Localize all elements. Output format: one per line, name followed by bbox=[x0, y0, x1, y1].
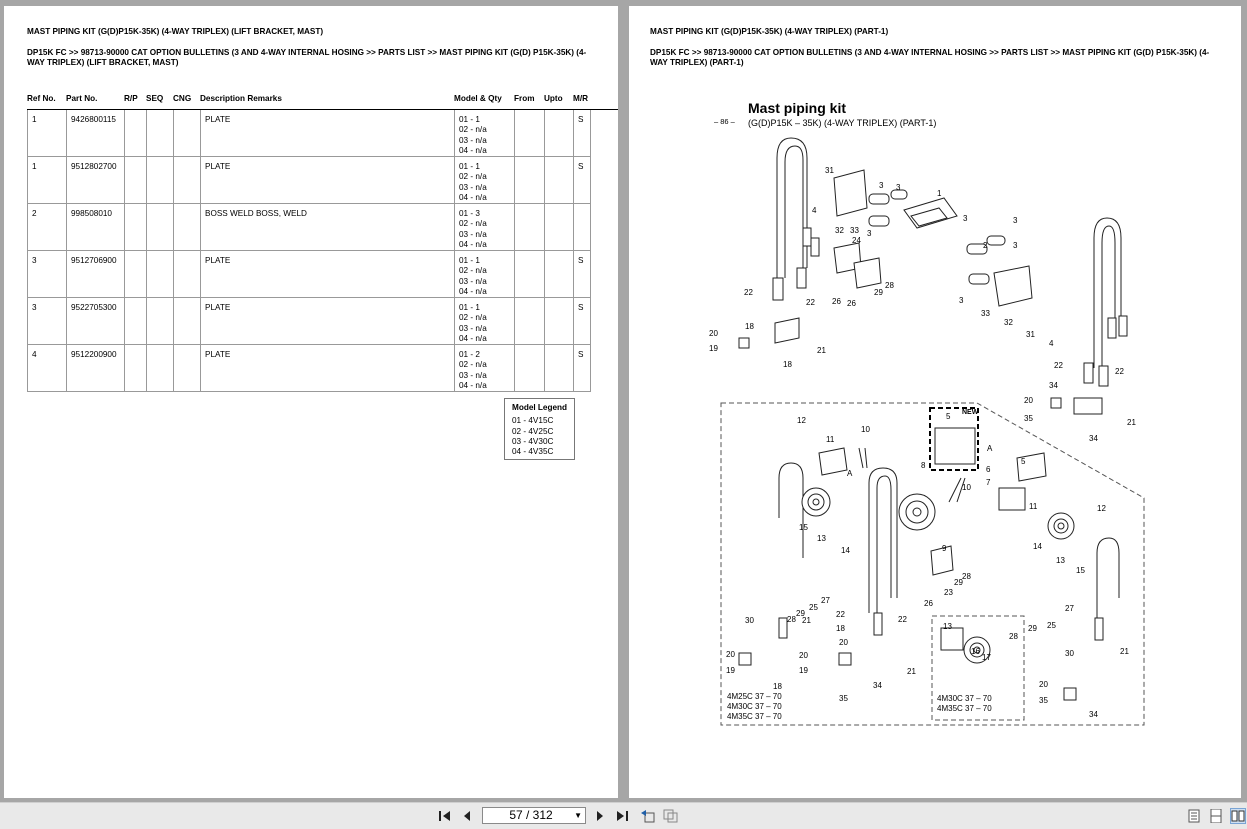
svg-text:A: A bbox=[847, 469, 853, 478]
svg-text:33: 33 bbox=[850, 226, 859, 235]
col-rp: R/P bbox=[124, 94, 138, 103]
svg-text:A: A bbox=[987, 444, 993, 453]
legend-item: 03 - 4V30C bbox=[512, 436, 554, 446]
cell-part bbox=[67, 251, 125, 297]
cell-model bbox=[455, 298, 515, 344]
cell-text: 1 bbox=[32, 115, 37, 124]
go-back-view-button[interactable] bbox=[640, 808, 656, 824]
cell-seq bbox=[147, 110, 174, 156]
back-view-icon bbox=[640, 809, 656, 823]
svg-text:21: 21 bbox=[1127, 418, 1136, 427]
cell-cng bbox=[174, 110, 201, 156]
svg-text:27: 27 bbox=[1065, 604, 1074, 613]
page-number-select[interactable] bbox=[482, 807, 586, 824]
svg-text:29: 29 bbox=[954, 578, 963, 587]
svg-text:22: 22 bbox=[836, 610, 845, 619]
svg-text:20: 20 bbox=[839, 638, 848, 647]
cell-upto bbox=[545, 110, 574, 156]
two-page-view-button[interactable] bbox=[1230, 808, 1246, 824]
svg-text:4M30C 37 – 70: 4M30C 37 – 70 bbox=[937, 694, 992, 703]
svg-text:13: 13 bbox=[817, 534, 826, 543]
svg-text:15: 15 bbox=[1076, 566, 1085, 575]
col-ref: Ref No. bbox=[27, 94, 56, 103]
cell-text: 9522705300 bbox=[71, 303, 117, 312]
cell-ref bbox=[28, 157, 67, 203]
table-row bbox=[28, 298, 590, 345]
parts-table-header bbox=[27, 93, 618, 110]
svg-text:23: 23 bbox=[944, 588, 953, 597]
chevron-left-icon bbox=[462, 810, 472, 822]
svg-text:20: 20 bbox=[1039, 680, 1048, 689]
svg-text:1: 1 bbox=[937, 189, 942, 198]
cell-model bbox=[455, 345, 515, 391]
svg-text:5: 5 bbox=[946, 412, 951, 421]
svg-text:21: 21 bbox=[802, 616, 811, 625]
legend-item: 02 - 4V25C bbox=[512, 426, 554, 436]
svg-text:22: 22 bbox=[898, 615, 907, 624]
svg-text:28: 28 bbox=[885, 281, 894, 290]
svg-text:19: 19 bbox=[726, 666, 735, 675]
cell-text: PLATE bbox=[205, 303, 231, 312]
model-qty: 04 - n/a bbox=[459, 146, 487, 156]
callout-numbers-lower bbox=[726, 416, 1129, 719]
svg-text:29: 29 bbox=[1028, 624, 1037, 633]
svg-text:22: 22 bbox=[1054, 361, 1063, 370]
svg-text:18: 18 bbox=[836, 624, 845, 633]
svg-text:21: 21 bbox=[907, 667, 916, 676]
svg-text:31: 31 bbox=[825, 166, 834, 175]
svg-text:28: 28 bbox=[1009, 632, 1018, 641]
svg-text:5: 5 bbox=[1021, 457, 1026, 466]
svg-text:25: 25 bbox=[809, 603, 818, 612]
page-title: MAST PIPING KIT (G(D)P15K-35K) (4-WAY TRIPLEX) (PART-1) bbox=[650, 27, 889, 36]
model-qty: 01 - 1 bbox=[459, 162, 480, 171]
cell-from bbox=[515, 204, 545, 250]
diagram-subheading: (G(D)P15K – 35K) (4-WAY TRIPLEX) (PART-1) bbox=[748, 118, 937, 128]
svg-text:4M35C 37 – 70: 4M35C 37 – 70 bbox=[937, 704, 992, 713]
cell-text: S bbox=[578, 303, 584, 312]
svg-text:4: 4 bbox=[812, 206, 817, 215]
cell-text: 9512200900 bbox=[71, 350, 117, 359]
cell-cng bbox=[174, 204, 201, 250]
col-model: Model & Qty bbox=[454, 94, 502, 103]
svg-text:35: 35 bbox=[1039, 696, 1048, 705]
svg-text:26: 26 bbox=[832, 297, 841, 306]
page-title: MAST PIPING KIT (G(D)P15K-35K) (4-WAY TRIPLEX) (LIFT BRACKET, MAST) bbox=[27, 27, 324, 36]
cell-rp bbox=[125, 157, 147, 203]
cell-ref bbox=[28, 345, 67, 391]
model-qty: 02 - n/a bbox=[459, 125, 487, 135]
single-page-icon bbox=[1188, 809, 1200, 823]
go-forward-view-button[interactable] bbox=[663, 808, 679, 824]
model-qty: 01 - 2 bbox=[459, 350, 480, 359]
svg-text:20: 20 bbox=[799, 651, 808, 660]
svg-text:29: 29 bbox=[874, 288, 883, 297]
svg-text:22: 22 bbox=[744, 288, 753, 297]
cell-desc bbox=[201, 251, 455, 297]
cell-mr bbox=[574, 157, 590, 203]
svg-text:3: 3 bbox=[963, 214, 968, 223]
model-qty: 03 - n/a bbox=[459, 229, 487, 239]
cell-from bbox=[515, 345, 545, 391]
cell-text: PLATE bbox=[205, 350, 231, 359]
svg-text:29: 29 bbox=[796, 609, 805, 618]
cell-upto bbox=[545, 204, 574, 250]
cell-rp bbox=[125, 251, 147, 297]
cell-text: S bbox=[578, 256, 584, 265]
cell-rp bbox=[125, 204, 147, 250]
cell-cng bbox=[174, 298, 201, 344]
cell-rp bbox=[125, 345, 147, 391]
svg-text:3: 3 bbox=[867, 229, 872, 238]
svg-text:11: 11 bbox=[1029, 502, 1038, 511]
last-page-button[interactable] bbox=[614, 808, 630, 824]
cell-ref bbox=[28, 110, 67, 156]
dropdown-arrow-icon: ▼ bbox=[574, 811, 582, 820]
model-qty: 02 - n/a bbox=[459, 219, 487, 229]
page-ref: – 86 – bbox=[714, 117, 735, 126]
svg-text:34: 34 bbox=[1089, 434, 1098, 443]
svg-text:20: 20 bbox=[726, 650, 735, 659]
first-page-button[interactable] bbox=[437, 808, 453, 824]
svg-text:17: 17 bbox=[982, 653, 991, 662]
first-page-icon bbox=[438, 810, 452, 822]
cell-model bbox=[455, 204, 515, 250]
col-from: From bbox=[514, 94, 535, 103]
svg-text:3: 3 bbox=[879, 181, 884, 190]
table-row bbox=[28, 110, 590, 157]
cell-part bbox=[67, 110, 125, 156]
previous-page-button[interactable] bbox=[459, 808, 475, 824]
svg-text:34: 34 bbox=[1049, 381, 1058, 390]
cell-text: S bbox=[578, 350, 584, 359]
svg-text:35: 35 bbox=[839, 694, 848, 703]
cell-part bbox=[67, 298, 125, 344]
cell-text: 9512802700 bbox=[71, 162, 117, 171]
svg-text:22: 22 bbox=[806, 298, 815, 307]
svg-text:2: 2 bbox=[983, 241, 988, 250]
legend-item: 04 - 4V35C bbox=[512, 447, 554, 457]
svg-text:12: 12 bbox=[797, 416, 806, 425]
cell-upto bbox=[545, 251, 574, 297]
cell-upto bbox=[545, 157, 574, 203]
model-qty: 04 - n/a bbox=[459, 240, 487, 250]
svg-text:28: 28 bbox=[787, 615, 796, 624]
cell-desc bbox=[201, 110, 455, 156]
model-legend bbox=[504, 398, 575, 460]
model-qty: 03 - n/a bbox=[459, 276, 487, 286]
cell-part bbox=[67, 345, 125, 391]
svg-text:19: 19 bbox=[799, 666, 808, 675]
cell-desc bbox=[201, 204, 455, 250]
model-qty: 02 - n/a bbox=[459, 313, 487, 323]
forward-view-icon bbox=[663, 809, 679, 823]
cell-text: 1 bbox=[32, 162, 37, 171]
svg-text:18: 18 bbox=[773, 682, 782, 691]
svg-text:16: 16 bbox=[971, 647, 980, 656]
cell-desc bbox=[201, 157, 455, 203]
cell-text: 3 bbox=[32, 303, 37, 312]
svg-text:10: 10 bbox=[962, 483, 971, 492]
model-note-right bbox=[937, 694, 992, 713]
svg-text:20: 20 bbox=[709, 329, 718, 338]
table-row bbox=[28, 345, 590, 392]
cell-text: 4 bbox=[32, 350, 37, 359]
svg-text:3: 3 bbox=[1013, 241, 1018, 250]
svg-text:32: 32 bbox=[1004, 318, 1013, 327]
svg-text:30: 30 bbox=[1065, 649, 1074, 658]
svg-text:4M25C 37 – 70: 4M25C 37 – 70 bbox=[727, 692, 782, 701]
parts-table bbox=[27, 110, 591, 392]
svg-text:33: 33 bbox=[981, 309, 990, 318]
model-qty: 03 - n/a bbox=[459, 323, 487, 333]
table-row bbox=[28, 204, 590, 251]
svg-text:18: 18 bbox=[745, 322, 754, 331]
right-document-page bbox=[629, 6, 1241, 798]
breadcrumb: DP15K FC >> 98713-90000 CAT OPTION BULLETINS (3 AND 4-WAY INTERNAL HOSING >> PARTS LIST >> MAST PIPING KIT (G(D) P15K-35K) (4-WAY TRIPLEX) (LIFT BRACKET, MAST) bbox=[27, 48, 587, 67]
cell-upto bbox=[545, 298, 574, 344]
cell-text: 9426800115 bbox=[71, 115, 116, 124]
svg-text:32: 32 bbox=[835, 226, 844, 235]
svg-text:3: 3 bbox=[1013, 216, 1018, 225]
cell-cng bbox=[174, 157, 201, 203]
svg-text:8: 8 bbox=[921, 461, 926, 470]
svg-text:26: 26 bbox=[924, 599, 933, 608]
svg-text:12: 12 bbox=[1097, 504, 1106, 513]
col-cng: CNG bbox=[173, 94, 192, 103]
col-seq: SEQ bbox=[146, 94, 164, 103]
svg-text:34: 34 bbox=[1089, 710, 1098, 719]
cell-from bbox=[515, 157, 545, 203]
two-page-icon bbox=[1231, 810, 1245, 822]
cell-ref bbox=[28, 204, 67, 250]
svg-text:14: 14 bbox=[841, 546, 850, 555]
model-qty: 03 - n/a bbox=[459, 135, 487, 145]
svg-text:18: 18 bbox=[783, 360, 792, 369]
model-qty: 02 - n/a bbox=[459, 266, 487, 276]
svg-text:7: 7 bbox=[986, 478, 991, 487]
model-qty: 01 - 1 bbox=[459, 256, 480, 265]
cell-mr bbox=[574, 345, 590, 391]
model-qty: 03 - n/a bbox=[459, 370, 487, 380]
svg-text:4M30C 37 – 70: 4M30C 37 – 70 bbox=[727, 702, 782, 711]
cell-mr bbox=[574, 251, 590, 297]
cell-seq bbox=[147, 298, 174, 344]
model-qty: 04 - n/a bbox=[459, 193, 487, 203]
col-upto: Upto bbox=[544, 94, 563, 103]
model-qty: 01 - 3 bbox=[459, 209, 480, 218]
table-row bbox=[28, 251, 590, 298]
svg-text:24: 24 bbox=[852, 236, 861, 245]
cell-cng bbox=[174, 345, 201, 391]
col-mr: M/R bbox=[573, 94, 589, 103]
table-row bbox=[28, 157, 590, 204]
cell-rp bbox=[125, 298, 147, 344]
page-indicator: 57 / 312 bbox=[509, 808, 553, 822]
cell-mr bbox=[574, 204, 590, 250]
chevron-right-icon bbox=[595, 810, 605, 822]
col-desc: Description Remarks bbox=[200, 94, 282, 103]
new-tag: NEW bbox=[962, 409, 979, 416]
svg-text:35: 35 bbox=[1024, 414, 1033, 423]
svg-text:22: 22 bbox=[1115, 367, 1124, 376]
cell-part bbox=[67, 157, 125, 203]
svg-text:6: 6 bbox=[986, 465, 991, 474]
cell-seq bbox=[147, 157, 174, 203]
model-qty: 01 - 1 bbox=[459, 115, 480, 124]
model-qty: 02 - n/a bbox=[459, 360, 487, 370]
model-qty: 02 - n/a bbox=[459, 172, 487, 182]
cell-desc bbox=[201, 298, 455, 344]
cell-desc bbox=[201, 345, 455, 391]
svg-text:13: 13 bbox=[943, 622, 952, 631]
col-part: Part No. bbox=[66, 94, 98, 103]
svg-text:11: 11 bbox=[826, 435, 835, 444]
cell-mr bbox=[574, 110, 590, 156]
svg-text:31: 31 bbox=[1026, 330, 1035, 339]
svg-text:34: 34 bbox=[873, 681, 882, 690]
svg-text:25: 25 bbox=[1047, 621, 1056, 630]
svg-text:20: 20 bbox=[1024, 396, 1033, 405]
lower-assembly-drawing bbox=[739, 448, 1119, 700]
cell-text: 9512706900 bbox=[71, 256, 117, 265]
model-qty: 03 - n/a bbox=[459, 182, 487, 192]
cell-text: 3 bbox=[32, 256, 37, 265]
model-qty: 04 - n/a bbox=[459, 381, 487, 391]
legend-title: Model Legend bbox=[512, 403, 568, 412]
diagram-heading: Mast piping kit bbox=[748, 100, 846, 116]
cell-model bbox=[455, 157, 515, 203]
cell-from bbox=[515, 110, 545, 156]
viewer-toolbar bbox=[0, 802, 1247, 829]
cell-cng bbox=[174, 251, 201, 297]
cell-text: PLATE bbox=[205, 256, 231, 265]
model-qty: 04 - n/a bbox=[459, 334, 487, 344]
svg-text:15: 15 bbox=[799, 523, 808, 532]
svg-text:21: 21 bbox=[817, 346, 826, 355]
cell-text: S bbox=[578, 162, 584, 171]
cell-model bbox=[455, 110, 515, 156]
cell-mr bbox=[574, 298, 590, 344]
svg-text:10: 10 bbox=[861, 425, 870, 434]
cell-text: PLATE bbox=[205, 115, 231, 124]
cell-text: BOSS WELD BOSS, WELD bbox=[205, 209, 307, 218]
cell-rp bbox=[125, 110, 147, 156]
cell-seq bbox=[147, 251, 174, 297]
svg-text:30: 30 bbox=[745, 616, 754, 625]
single-page-view-button[interactable] bbox=[1186, 808, 1202, 824]
next-page-button[interactable] bbox=[592, 808, 608, 824]
cell-from bbox=[515, 251, 545, 297]
model-note-left bbox=[727, 692, 782, 721]
svg-text:27: 27 bbox=[821, 596, 830, 605]
cell-text: 998508010 bbox=[71, 209, 112, 218]
svg-text:14: 14 bbox=[1033, 542, 1042, 551]
legend-item: 01 - 4V15C bbox=[512, 416, 554, 426]
cell-part bbox=[67, 204, 125, 250]
svg-text:9: 9 bbox=[942, 544, 947, 553]
svg-text:13: 13 bbox=[1056, 556, 1065, 565]
svg-text:3: 3 bbox=[959, 296, 964, 305]
cell-seq bbox=[147, 204, 174, 250]
continuous-view-button[interactable] bbox=[1208, 808, 1224, 824]
continuous-page-icon bbox=[1210, 809, 1222, 823]
last-page-icon bbox=[615, 810, 629, 822]
cell-seq bbox=[147, 345, 174, 391]
cell-text: S bbox=[578, 115, 584, 124]
svg-text:4: 4 bbox=[1049, 339, 1054, 348]
cell-ref bbox=[28, 298, 67, 344]
cell-from bbox=[515, 298, 545, 344]
svg-text:3: 3 bbox=[896, 183, 901, 192]
svg-text:4M35C 37 – 70: 4M35C 37 – 70 bbox=[727, 712, 782, 721]
left-document-page bbox=[4, 6, 618, 798]
svg-text:21: 21 bbox=[1120, 647, 1129, 656]
cell-text: 2 bbox=[32, 209, 37, 218]
breadcrumb: DP15K FC >> 98713-90000 CAT OPTION BULLETINS (3 AND 4-WAY INTERNAL HOSING >> PARTS LIST >> MAST PIPING KIT (G(D) P15K-35K) (4-WAY TRIPLEX) (PART-1) bbox=[650, 48, 1210, 67]
exploded-parts-diagram bbox=[699, 98, 1179, 738]
upper-assembly-drawing bbox=[739, 138, 1127, 414]
cell-model bbox=[455, 251, 515, 297]
cell-text: PLATE bbox=[205, 162, 231, 171]
model-qty: 04 - n/a bbox=[459, 287, 487, 297]
svg-text:28: 28 bbox=[962, 572, 971, 581]
svg-text:26: 26 bbox=[847, 299, 856, 308]
model-qty: 01 - 1 bbox=[459, 303, 480, 312]
svg-text:19: 19 bbox=[709, 344, 718, 353]
cell-upto bbox=[545, 345, 574, 391]
cell-ref bbox=[28, 251, 67, 297]
